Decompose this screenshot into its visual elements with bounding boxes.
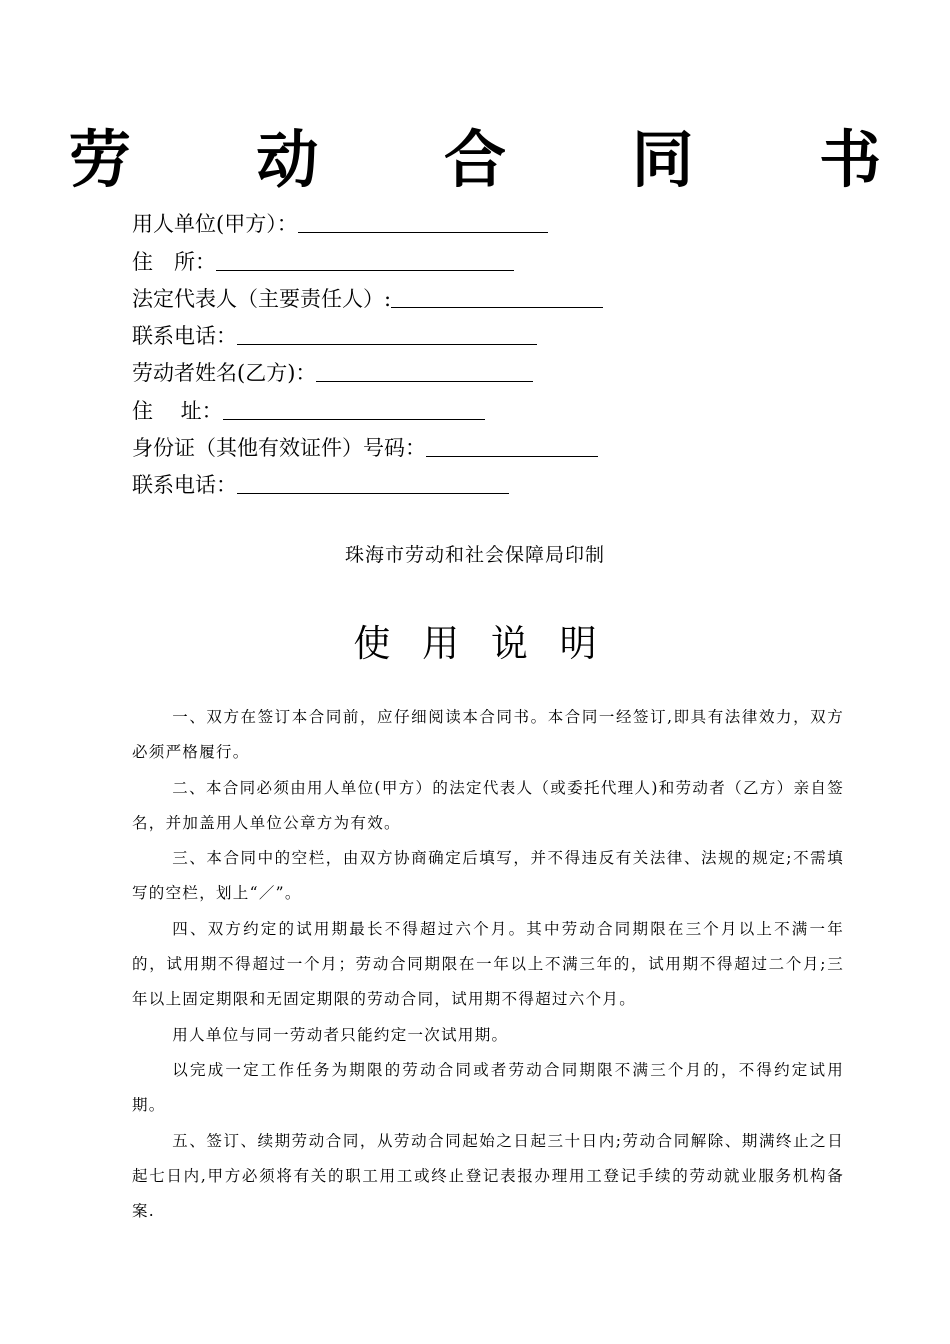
- instruction-paragraph: 二、本合同必须由用人单位(甲方）的法定代表人（或委托代理人)和劳动者（乙方）亲自签名，并加盖用人单位公章方为有效。: [132, 778, 844, 832]
- field-label: 法定代表人（主要责任人）:: [132, 286, 392, 311]
- blank-line[interactable]: [237, 471, 509, 494]
- instruction-paragraph: 一、双方在签订本合同前，应仔细阅读本合同书。本合同一经签订,即具有法律效力，双方必须严格履行。: [132, 708, 844, 762]
- field-employer-address: [132, 239, 852, 276]
- field-employee-phone: [132, 463, 852, 500]
- field-label: 联系电话：: [132, 324, 237, 349]
- blank-line[interactable]: [316, 359, 533, 382]
- instruction-paragraph: 用人单位与同一劳动者只能约定一次试用期。: [172, 1025, 509, 1044]
- blank-line[interactable]: [391, 285, 603, 308]
- field-label: 劳动者姓名(乙方)：: [132, 361, 317, 386]
- instruction-paragraph: 四、双方约定的试用期最长不得超过六个月。其中劳动合同期限在三个月以上不满一年的，试用期不得超过一个月；劳动合同期限在一年以上不满三年的，试用期不得超过二个月;三年以上固定期限和无固定期限的劳动合同，试用期不得超过六个月。: [132, 919, 844, 1009]
- blank-line[interactable]: [298, 210, 548, 233]
- field-employee-name: [132, 351, 852, 388]
- instructions-body: [132, 700, 844, 1229]
- instruction-paragraph: 三、本合同中的空栏，由双方协商确定后填写，并不得违反有关法律、法规的规定;不需填写的空栏，划上“／”。: [132, 849, 844, 903]
- field-label: 住 址：: [132, 398, 223, 423]
- blank-line[interactable]: [223, 397, 485, 420]
- field-legal-representative: [132, 277, 852, 314]
- field-employer-name: [132, 202, 852, 239]
- instruction-paragraph: 以完成一定工作任务为期限的劳动合同或者劳动合同期限不满三个月的，不得约定试用期。: [132, 1060, 844, 1115]
- field-label: 联系电话：: [132, 473, 237, 498]
- blank-line[interactable]: [237, 322, 537, 345]
- field-employer-phone: [132, 314, 852, 351]
- field-label: 住 所：: [132, 249, 216, 274]
- printer-note: 珠海市劳动和社会保障局印制: [344, 544, 605, 566]
- instructions-title: 使 用 说 明: [353, 622, 607, 665]
- contract-title: 劳 动 合 同 书: [68, 123, 934, 196]
- field-employee-address: [132, 388, 852, 425]
- instruction-paragraph: 五、签订、续期劳动合同，从劳动合同起始之日起三十日内;劳动合同解除、期满终止之日起七日内,甲方必须将有关的职工用工或终止登记表报办理用工登记手续的劳动就业服务机构备案.: [132, 1131, 844, 1221]
- field-id-number: [132, 426, 852, 463]
- blank-line[interactable]: [216, 248, 514, 271]
- field-label: 用人单位(甲方）：: [132, 212, 298, 237]
- blank-line[interactable]: [426, 434, 598, 457]
- party-info-fields: [132, 202, 852, 500]
- field-label: 身份证（其他有效证件）号码：: [132, 436, 426, 461]
